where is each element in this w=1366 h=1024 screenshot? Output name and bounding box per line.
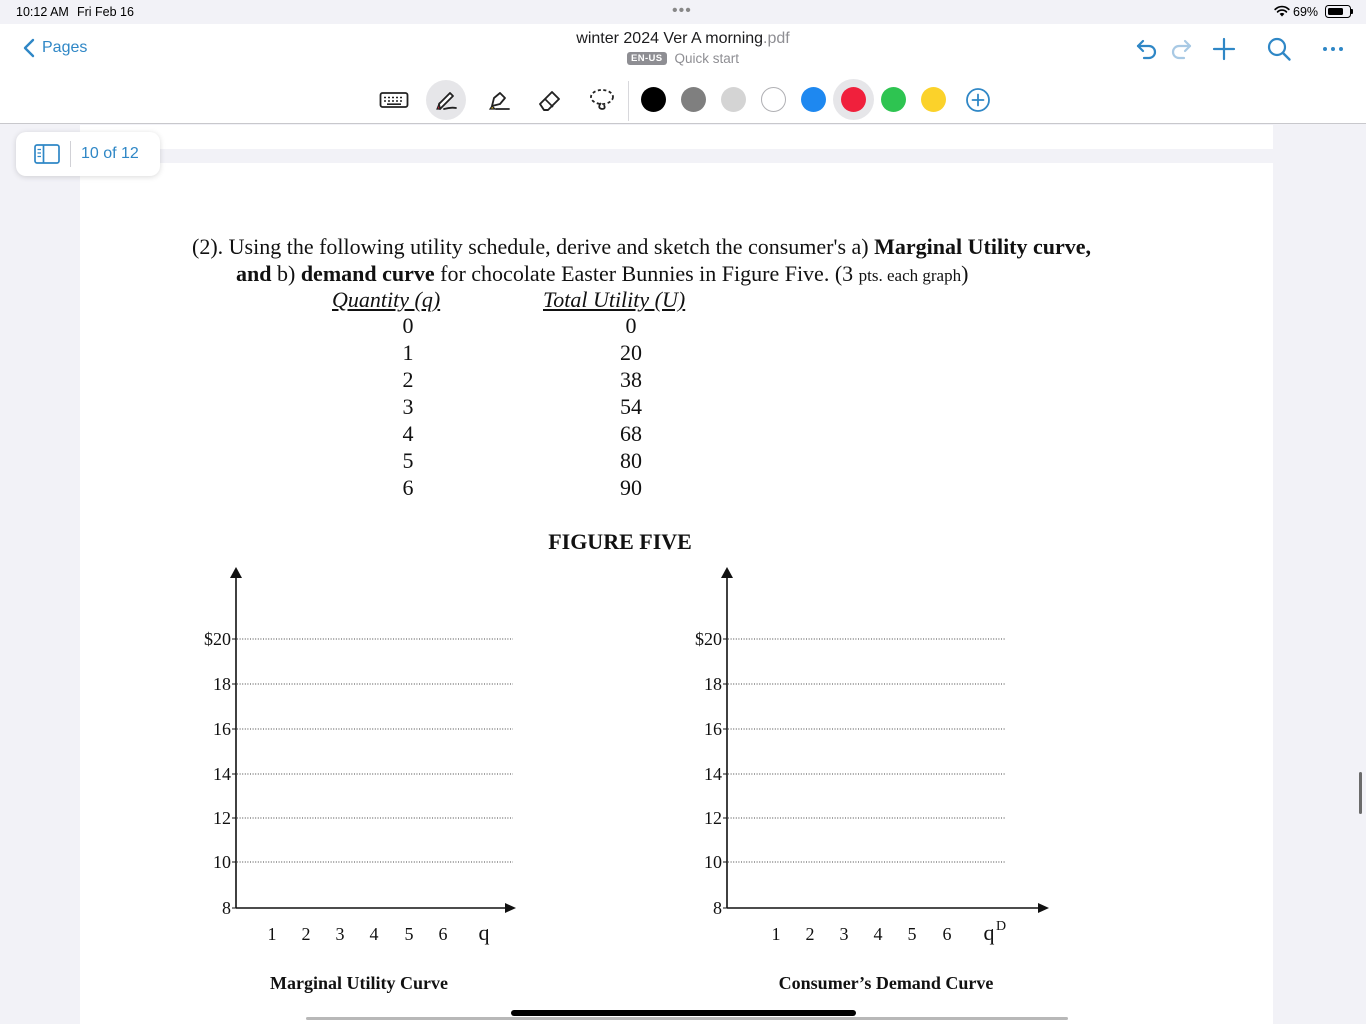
multitask-dots-icon[interactable]: ••• xyxy=(672,2,692,19)
table-header-quantity: Quantity (q) xyxy=(332,287,441,312)
question-line2-and: and xyxy=(236,261,272,286)
question-line2-b: b) xyxy=(271,261,301,286)
x-axis-arrow xyxy=(1038,903,1049,913)
figure-title: FIGURE FIVE xyxy=(548,529,692,554)
x-tick-label: 1 xyxy=(771,924,781,944)
y-tick-label: 18 xyxy=(213,674,231,694)
question-close-paren: ) xyxy=(961,261,969,286)
home-indicator[interactable] xyxy=(511,1010,856,1016)
x-tick-label: 6 xyxy=(438,924,448,944)
x-tick-label: 4 xyxy=(873,924,883,944)
language-badge[interactable]: EN-US xyxy=(627,52,667,65)
y-tick-label: 12 xyxy=(704,808,722,828)
question-line1-bold: Marginal Utility curve, xyxy=(874,234,1092,259)
page-indicator[interactable] xyxy=(16,132,160,176)
question-line2-text: for chocolate Easter Bunnies in Figure Five. (3 xyxy=(434,261,859,286)
table-cell-utility: 20 xyxy=(620,340,642,365)
x-tick-label: 2 xyxy=(805,924,815,944)
y-tick-label: 14 xyxy=(213,764,231,784)
x-tick-label: 5 xyxy=(404,924,414,944)
y-tick-label: $20 xyxy=(204,629,231,649)
table-cell-utility: 80 xyxy=(620,448,642,473)
y-tick-label: 18 xyxy=(704,674,722,694)
table-cell-quantity: 6 xyxy=(402,475,414,500)
x-tick-label: 3 xyxy=(839,924,849,944)
table-header-utility: Total Utility (U) xyxy=(543,287,686,312)
horizontal-scrollbar[interactable] xyxy=(306,1017,1068,1020)
document-extension: .pdf xyxy=(763,30,790,47)
table-cell-utility: 90 xyxy=(620,475,642,500)
page-count: 10 of 12 xyxy=(81,145,139,162)
y-tick-label: $20 xyxy=(695,629,722,649)
back-label: Pages xyxy=(42,39,88,56)
x-tick-label: 1 xyxy=(267,924,277,944)
table-cell-quantity: 1 xyxy=(402,340,414,365)
table-cell-utility: 68 xyxy=(620,421,642,446)
table-cell-quantity: 4 xyxy=(402,421,414,446)
x-tick-label: 6 xyxy=(942,924,952,944)
graph-label-marginal-utility: Marginal Utility Curve xyxy=(270,973,448,993)
x-tick-label: 4 xyxy=(369,924,379,944)
sidebar-icon xyxy=(34,144,60,164)
x-axis-arrow xyxy=(505,903,516,913)
status-date: Fri Feb 16 xyxy=(77,5,134,19)
y-tick-label: 10 xyxy=(213,852,231,872)
y-tick-label: 16 xyxy=(704,719,722,739)
document-name: winter 2024 Ver A morning xyxy=(576,30,764,47)
y-tick-label: 8 xyxy=(222,898,231,918)
y-axis-arrow xyxy=(230,567,242,578)
table-cell-quantity: 3 xyxy=(402,394,414,419)
x-tick-label: 5 xyxy=(907,924,917,944)
table-cell-quantity: 0 xyxy=(402,313,414,338)
table-cell-utility: 54 xyxy=(620,394,642,419)
y-tick-label: 14 xyxy=(704,764,722,784)
vertical-scrollbar[interactable] xyxy=(1359,772,1362,814)
table-cell-utility: 38 xyxy=(620,367,642,392)
x-axis-label: q xyxy=(983,920,995,945)
y-tick-label: 10 xyxy=(704,852,722,872)
x-axis-label-superscript: D xyxy=(995,919,1007,934)
question-points: pts. each graph xyxy=(858,266,962,285)
y-axis-arrow xyxy=(721,567,733,578)
question-line2-bold: demand curve xyxy=(300,261,435,286)
page-indicator-separator xyxy=(70,141,71,167)
x-tick-label: 3 xyxy=(335,924,345,944)
x-axis-label: q xyxy=(478,920,490,945)
graph-label-demand-curve: Consumer’s Demand Curve xyxy=(778,973,994,993)
question-line1-text: (2). Using the following utility schedule, derive and sketch the consumer's a) xyxy=(192,234,875,259)
y-tick-label: 8 xyxy=(713,898,722,918)
y-tick-label: 12 xyxy=(213,808,231,828)
status-time: 10:12 AM xyxy=(16,5,69,19)
table-cell-quantity: 2 xyxy=(402,367,414,392)
table-cell-quantity: 5 xyxy=(402,448,414,473)
y-tick-label: 16 xyxy=(213,719,231,739)
table-cell-utility: 0 xyxy=(625,313,637,338)
x-tick-label: 2 xyxy=(301,924,311,944)
quick-start-link[interactable]: Quick start xyxy=(674,51,740,66)
battery-percent: 69% xyxy=(1293,5,1319,19)
